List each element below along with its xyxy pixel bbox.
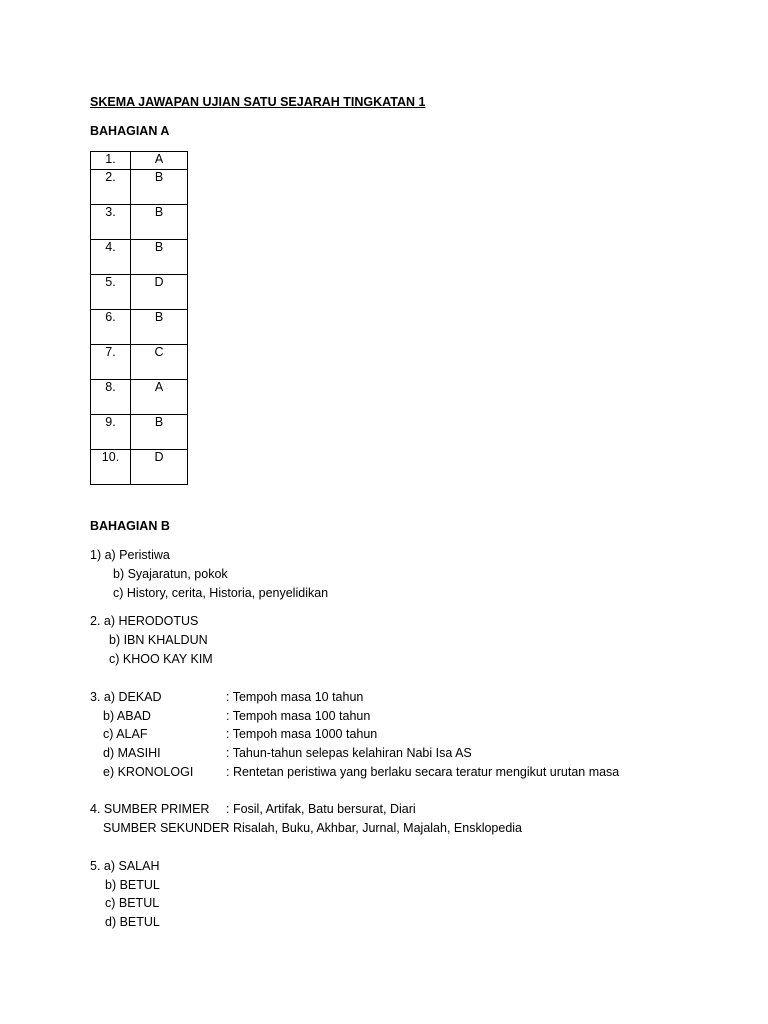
q3-b-term: b) ABAD (103, 709, 151, 723)
question-number: 10. (91, 450, 131, 485)
answer-letter: D (131, 450, 188, 485)
q4-primary-def: : Fosil, Artifak, Batu bersurat, Diari (226, 802, 416, 816)
table-row (91, 415, 188, 450)
q2-b: b) IBN KHALDUN (109, 633, 208, 647)
question-number: 2. (91, 170, 131, 205)
question-number: 9. (91, 415, 131, 450)
answer-letter: B (131, 205, 188, 240)
q3-b-def: : Tempoh masa 100 tahun (226, 709, 371, 723)
answer-table (90, 151, 188, 485)
answer-letter: B (131, 310, 188, 345)
section-b-heading: BAHAGIAN B (90, 519, 170, 533)
q5-d: d) BETUL (105, 915, 160, 929)
table-row (91, 380, 188, 415)
q4-secondary-def: : Risalah, Buku, Akhbar, Jurnal, Majalah, Ensklopedia (226, 821, 523, 835)
q5-a: 5. a) SALAH (90, 859, 160, 873)
page-title: SKEMA JAWAPAN UJIAN SATU SEJARAH TINGKATAN 1 (90, 95, 426, 109)
q3-c-term: c) ALAF (103, 727, 148, 741)
q1-a: 1) a) Peristiwa (90, 548, 170, 562)
q1-b: b) Syajaratun, pokok (113, 567, 228, 581)
table-row (91, 345, 188, 380)
q1-c: c) History, cerita, Historia, penyelidikan (113, 586, 329, 600)
answer-letter: B (131, 415, 188, 450)
answer-letter: C (131, 345, 188, 380)
q3-e-term: e) KRONOLOGI (103, 765, 194, 779)
q3-c-def: : Tempoh masa 1000 tahun (226, 727, 378, 741)
q3-d-def: : Tahun-tahun selepas kelahiran Nabi Isa AS (226, 746, 472, 760)
question-number: 5. (91, 275, 131, 310)
q2-a: 2. a) HERODOTUS (90, 614, 199, 628)
q3-a-term: 3. a) DEKAD (90, 690, 162, 704)
table-row (91, 275, 188, 310)
table-row (91, 240, 188, 275)
q4-primary-term: 4. SUMBER PRIMER (90, 802, 210, 816)
answer-letter: A (131, 152, 188, 170)
q4-secondary-term: SUMBER SEKUNDER (103, 821, 230, 835)
question-number: 1. (91, 152, 131, 170)
table-row (91, 170, 188, 205)
q3-e-def: : Rentetan peristiwa yang berlaku secara teratur mengikut urutan masa (226, 765, 620, 779)
table-row (91, 205, 188, 240)
q3-a-def: : Tempoh masa 10 tahun (226, 690, 364, 704)
table-row (91, 152, 188, 170)
question-number: 4. (91, 240, 131, 275)
answer-letter: A (131, 380, 188, 415)
answer-letter: D (131, 275, 188, 310)
table-row (91, 310, 188, 345)
q3-d-term: d) MASIHI (103, 746, 161, 760)
q5-c: c) BETUL (105, 896, 160, 910)
answer-letter: B (131, 170, 188, 205)
section-a-heading: BAHAGIAN A (90, 124, 170, 138)
q2-c: c) KHOO KAY KIM (109, 652, 213, 666)
question-number: 6. (91, 310, 131, 345)
question-number: 8. (91, 380, 131, 415)
question-number: 7. (91, 345, 131, 380)
question-number: 3. (91, 205, 131, 240)
q5-b: b) BETUL (105, 878, 160, 892)
table-row (91, 450, 188, 485)
answer-letter: B (131, 240, 188, 275)
